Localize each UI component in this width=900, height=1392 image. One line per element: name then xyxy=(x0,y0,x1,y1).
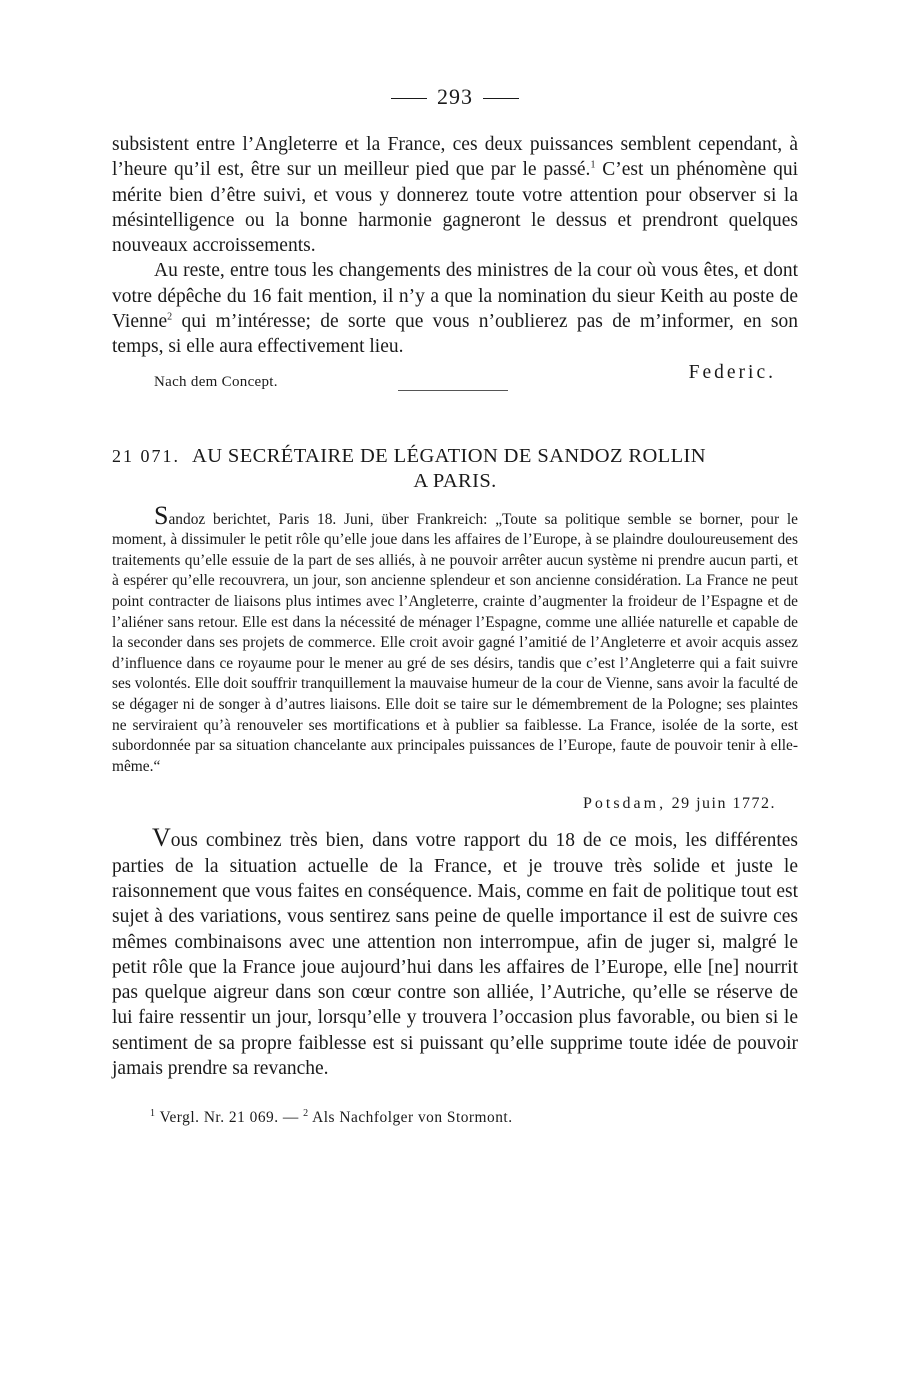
document-number: 21 071. xyxy=(112,445,180,466)
footnote-ref-2: 2 xyxy=(167,311,173,323)
report-summary xyxy=(112,500,798,778)
dateline xyxy=(112,795,776,813)
footnote-ref-1: 1 xyxy=(590,159,596,171)
letter-initial: V xyxy=(152,823,171,853)
document-heading xyxy=(112,444,798,494)
continuation-paragraph-1-text-a: subsistent entre l’Angleterre et la France, ces deux puissances semblent cependant, à l’heure qu’il est, être sur un meilleur pied que par le passé. xyxy=(112,134,798,181)
page-number xyxy=(112,84,798,110)
document-heading-line-2: A PARIS. xyxy=(413,469,497,492)
page-number-dash-right xyxy=(483,98,519,99)
dateline-date: 29 juin 1772. xyxy=(671,795,776,813)
continuation-paragraph-1-text-b: C’est un phénomène qui mérite bien d’être suivi, et vous y donnerez toute votre attention pour observer si la mésintelligence ou la bonne harmonie gagneront le dessus et prendront quelques nouveaux accroissements. xyxy=(112,159,798,257)
continuation-paragraph-2 xyxy=(112,258,798,359)
section-divider xyxy=(398,390,508,391)
footnotes xyxy=(112,1109,798,1127)
continuation-paragraph-2-text-b: qui m’intéresse; de sorte que vous n’oublierez pas de m’informer, en son temps, si elle aura effectivement lieu. xyxy=(112,311,798,358)
page xyxy=(112,84,798,1127)
continuation-paragraph-1 xyxy=(112,132,798,258)
footnote-1-text: Vergl. Nr. 21 069. — xyxy=(155,1109,304,1127)
page-number-dash-left xyxy=(391,98,427,99)
continuation-paragraph-2-text-a: Au reste, entre tous les changements des ministres de la cour où vous êtes, et dont votre dépêche du 16 fait mention, il n’y a que la nomination du sieur Keith au poste de Vienne xyxy=(112,260,798,333)
dateline-place: Potsdam, xyxy=(582,795,667,813)
letter-text: ous combinez très bien, dans votre rapport du 18 de ce mois, les différentes parties de la situation actuelle de la France, et je trouve très solide et juste le raisonnement que vous faites en conséquence. Mais, comme en fait de politique tout est sujet à des variations, vous sentirez sans peine de quelle importance il est de suivre ces mêmes combinaisons avec une attention non interrompue, afin de juger si, malgré le petit rôle que la France joue aujourd’hui dans les affaires de l’Europe, elle [ne] nourrit pas quelque aigreur dans son cœur contre son alliée, l’Autriche, qu’elle se réserve de lui faire ressentir un jour, lorsqu’elle y trouvera l’occasion plus favorable, ou bien si le sentiment de sa propre faiblesse est si puissant qu’elle supprime toute idée de pouvoir jamais prendre sa revanche. xyxy=(112,830,798,1080)
footnote-2-mark: 2 xyxy=(303,1108,309,1120)
signoff-row xyxy=(112,360,798,400)
document-heading-line-1: AU SECRÉTAIRE DE LÉGATION DE SANDOZ ROLLIN xyxy=(192,444,706,467)
source-note: Nach dem Concept. xyxy=(154,373,278,390)
report-summary-initial: S xyxy=(154,500,169,530)
signature: Federic. xyxy=(688,361,776,383)
letter-body xyxy=(112,825,798,1081)
report-summary-text: andoz berichtet, Paris 18. Juni, über Frankreich: „Toute sa politique semble se borner, pour le moment, à dissimuler le petit rôle qu’elle joue dans les affaires de l’Europe, à se plaindre douloureusement des traitements qu’elle essuie de la part de ses alliés, à ne pouvoir arrêter aucun système ni prendre aucun parti, et à espérer qu’elle recouvrera, un jour, son ancienne splendeur et son ancienne considération. La France ne peut point contracter de liaisons plus intimes avec l’Angleterre, crainte d’augmenter la froideur de l’Espagne et de l’aliéner sans retour. Elle est dans la nécessité de ménager l’Espagne, comme une alliée naturelle et capable de la seconder dans ses projets de commerce. Elle croit avoir gagné l’amitié de l’Angleterre et avoir acquis assez d’influence dans ce royaume pour le mener au gré de ses désirs, tandis que c’est l’Angleterre qui a fait suivre ses volontés. Elle doit souffrir tranquillement la mauvaise humeur de la cour de Vienne, sans avoir la faculté de se dégager ni de songer à d’autres liaisons. Elle doit se taire sur le démembrement de la Pologne; ses plaintes ne serviraient qu’à renouveler ses mortifications et à publier sa faiblesse. La France, isolée de la sorte, est subordonnée par sa situation chancelante aux principales puissances de l’Europe, faute de pouvoir tenir à elle-même.“ xyxy=(112,510,798,775)
footnote-1-mark: 1 xyxy=(150,1108,156,1120)
footnote-2-text: Als Nachfolger von Stormont. xyxy=(308,1109,513,1127)
page-number-value: 293 xyxy=(437,84,473,109)
